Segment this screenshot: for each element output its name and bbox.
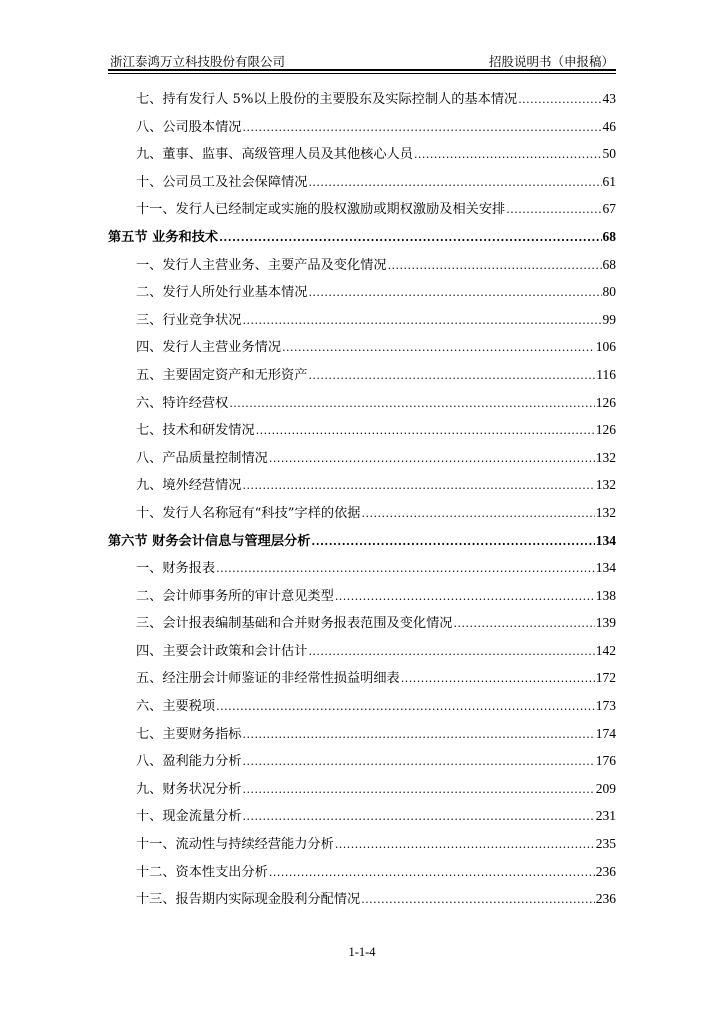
toc-leader-dots (219, 224, 601, 251)
toc-entry-page: 236 (595, 863, 616, 879)
toc-leader-dots (335, 831, 595, 858)
toc-entry-page: 126 (595, 394, 616, 410)
toc-leader-dots (308, 638, 594, 665)
toc-entry-page: 80 (602, 284, 616, 300)
toc-entry-page: 43 (602, 91, 616, 106)
toc-entry-title: 一、发行人主营业务、主要产品及变化情况 (136, 257, 387, 273)
toc-entry-title: 五、经注册会计师鉴证的非经常性损益明细表 (136, 671, 400, 687)
toc-entry-title: 九、境外经营情况 (136, 478, 242, 494)
toc-entry[interactable] (108, 389, 616, 417)
toc-entry-title: 八、公司股本情况 (136, 119, 242, 135)
toc-entry-title: 七、主要财务指标 (136, 726, 242, 742)
toc-leader-dots (506, 196, 601, 223)
toc-entry[interactable] (108, 692, 616, 720)
toc-entry-title: 第五节 业务和技术 (108, 229, 219, 245)
toc-entry-page: 231 (595, 808, 616, 824)
toc-entry-page: 172 (595, 670, 616, 686)
toc-entry[interactable] (108, 858, 616, 886)
toc-entry-title: 第六节 财务会计信息与管理层分析 (108, 533, 311, 549)
toc-entry-page: 173 (595, 698, 616, 714)
toc-entry-title: 七、技术和研发情况 (136, 423, 255, 439)
toc-entry[interactable] (108, 85, 616, 113)
toc-leader-dots (361, 500, 594, 527)
toc-leader-dots (311, 528, 594, 555)
toc-entry[interactable] (108, 664, 616, 692)
toc-leader-dots (518, 86, 601, 113)
toc-leader-dots (269, 859, 595, 886)
toc-leader-dots (308, 279, 601, 306)
toc-entry[interactable] (108, 251, 616, 279)
toc-entry[interactable] (108, 802, 616, 830)
toc-entry-page: 174 (595, 725, 616, 741)
toc-entry[interactable] (108, 747, 616, 775)
toc-entry-page: 132 (595, 477, 616, 493)
toc-leader-dots (282, 334, 595, 361)
toc-entry-title: 十三、报告期内实际现金股利分配情况 (136, 892, 361, 908)
toc-leader-dots (414, 141, 602, 168)
toc-entry[interactable] (108, 499, 616, 527)
toc-leader-dots (243, 776, 595, 803)
header-rule-thin (108, 73, 616, 74)
toc-leader-dots (216, 693, 595, 720)
header-rule-thick (108, 69, 616, 71)
toc-entry[interactable] (108, 471, 616, 499)
header-company-name: 浙江泰鸿万立科技股份有限公司 (110, 54, 286, 69)
toc-entry-page: 132 (595, 449, 616, 465)
toc-leader-dots (216, 555, 595, 582)
toc-entry-title: 九、董事、监事、高级管理人员及其他核心人员 (136, 147, 413, 163)
toc-leader-dots (256, 417, 595, 444)
toc-entry-title: 十二、资本性支出分析 (136, 864, 268, 880)
footer-page-number: 1-1-4 (348, 945, 376, 959)
toc-leader-dots (229, 390, 594, 417)
toc-entry[interactable] (108, 775, 616, 803)
toc-entry-page: 67 (602, 201, 616, 217)
toc-entry-title: 八、产品质量控制情况 (136, 450, 268, 466)
toc-entry-title: 七、持有发行人 5%以上股份的主要股东及实际控制人的基本情况 (136, 92, 518, 107)
toc-leader-dots (243, 472, 595, 499)
toc-leader-dots (243, 803, 595, 830)
toc-entry-page: 139 (595, 615, 616, 631)
toc-entry-page: 235 (595, 836, 616, 852)
toc-entry[interactable] (108, 885, 616, 913)
toc-entry-title: 六、主要税项 (136, 699, 216, 715)
toc-entry-title: 六、特许经营权 (136, 395, 229, 411)
toc-entry[interactable] (108, 306, 616, 334)
toc-entry-page: 106 (595, 339, 616, 355)
toc-entry-page: 50 (602, 146, 616, 162)
table-of-contents (108, 85, 616, 913)
toc-entry-page: 236 (595, 891, 616, 907)
toc-entry-title: 四、发行人主营业务情况 (136, 340, 282, 356)
toc-entry-title: 八、盈利能力分析 (136, 754, 242, 770)
toc-entry-title: 三、会计报表编制基础和合并财务报表范围及变化情况 (136, 616, 453, 632)
toc-entry[interactable] (108, 278, 616, 306)
toc-entry[interactable] (108, 140, 616, 168)
toc-entry-title: 十、现金流量分析 (136, 809, 242, 825)
toc-leader-dots (401, 665, 595, 692)
toc-entry[interactable] (108, 637, 616, 665)
toc-entry-title: 十一、流动性与持续经营能力分析 (136, 837, 334, 853)
toc-leader-dots (308, 362, 595, 389)
page-footer (0, 945, 724, 960)
toc-entry-title: 十一、发行人已经制定或实施的股权激励或期权激励及相关安排 (136, 202, 506, 218)
toc-leader-dots (243, 748, 595, 775)
toc-leader-dots (335, 583, 595, 610)
toc-entry[interactable] (108, 444, 616, 472)
toc-entry-page: 209 (595, 780, 616, 796)
toc-entry[interactable] (108, 195, 616, 223)
header-document-type: 招股说明书（申报稿） (488, 54, 614, 69)
toc-entry-title: 二、发行人所处行业基本情况 (136, 285, 308, 301)
toc-section-entry[interactable] (108, 527, 616, 555)
toc-leader-dots (269, 445, 595, 472)
toc-entry-page: 138 (595, 587, 616, 603)
toc-entry[interactable] (108, 582, 616, 610)
toc-entry-title: 四、主要会计政策和会计估计 (136, 643, 308, 659)
toc-entry-page: 126 (595, 422, 616, 438)
toc-entry-title: 一、财务报表 (136, 561, 216, 577)
toc-entry[interactable] (108, 416, 616, 444)
toc-entry[interactable] (108, 113, 616, 141)
toc-entry-title: 九、财务状况分析 (136, 781, 242, 797)
toc-section-entry[interactable] (108, 223, 616, 251)
toc-leader-dots (243, 307, 602, 334)
toc-leader-dots (308, 169, 601, 196)
toc-entry-page: 99 (602, 311, 616, 327)
toc-entry-page: 134 (595, 560, 616, 576)
toc-entry[interactable] (108, 361, 616, 389)
toc-entry-title: 三、行业竞争状况 (136, 312, 242, 328)
toc-entry-page: 176 (595, 753, 616, 769)
toc-leader-dots (243, 114, 602, 141)
toc-leader-dots (454, 610, 595, 637)
toc-leader-dots (388, 252, 602, 279)
toc-entry-title: 十、发行人名称冠有“科技”字样的依据 (136, 505, 361, 521)
toc-entry-page: 61 (602, 173, 616, 189)
toc-leader-dots (243, 721, 595, 748)
toc-entry[interactable] (108, 720, 616, 748)
toc-entry-page: 116 (596, 366, 616, 382)
toc-entry-page: 68 (602, 228, 616, 244)
toc-entry[interactable] (108, 830, 616, 858)
toc-entry-page: 142 (595, 642, 616, 658)
toc-entry-page: 68 (602, 256, 616, 272)
toc-entry-title: 五、主要固定资产和无形资产 (136, 367, 308, 383)
toc-entry-title: 十、公司员工及社会保障情况 (136, 174, 308, 190)
toc-entry[interactable] (108, 168, 616, 196)
toc-entry[interactable] (108, 333, 616, 361)
toc-entry-title: 二、会计师事务所的审计意见类型 (136, 588, 334, 604)
toc-entry-page: 132 (595, 504, 616, 520)
toc-entry-page: 46 (602, 118, 616, 134)
toc-entry-page: 134 (595, 532, 616, 548)
toc-leader-dots (361, 886, 595, 913)
toc-entry[interactable] (108, 554, 616, 582)
toc-entry[interactable] (108, 609, 616, 637)
page-header (108, 50, 616, 70)
